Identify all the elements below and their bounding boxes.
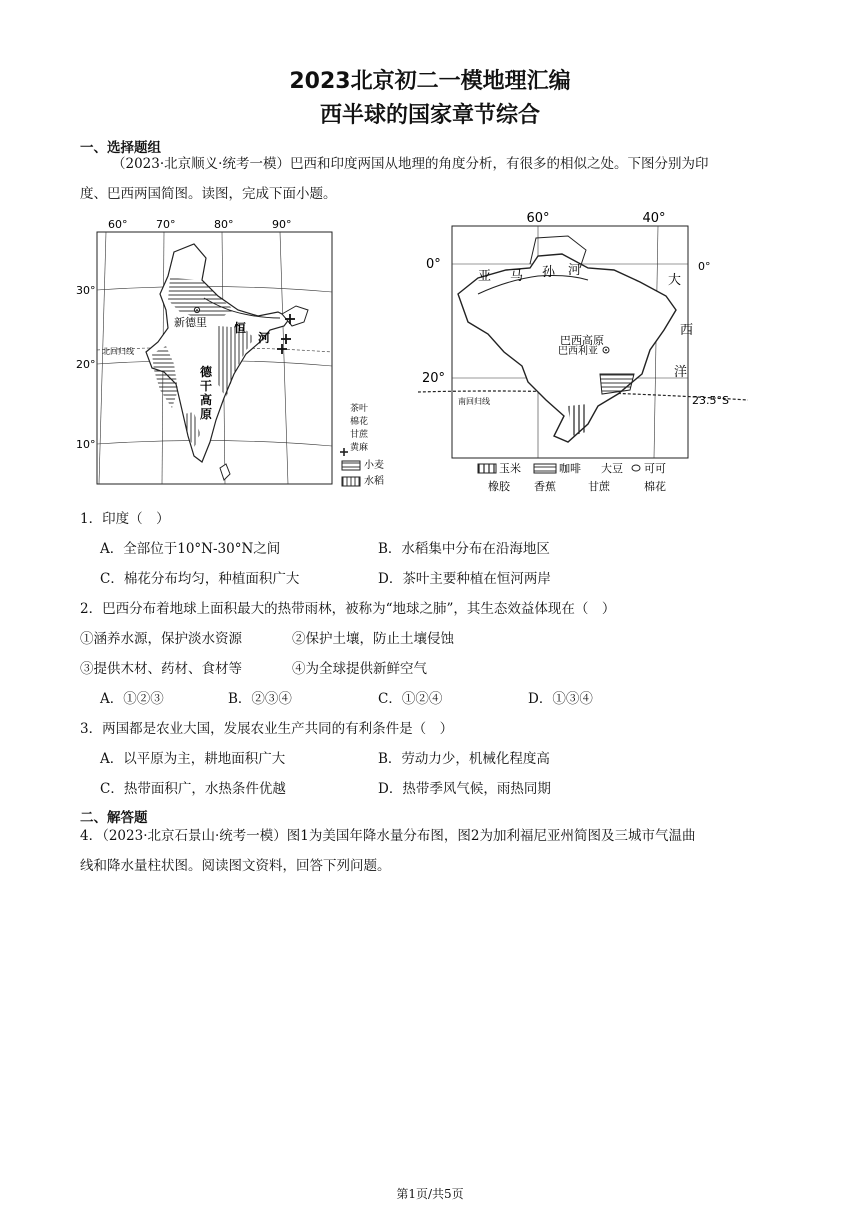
ocean-label-1: 大: [668, 273, 682, 288]
brazil-tropic-value: 23.5°S: [692, 394, 729, 407]
india-tropic-label: 北回归线: [102, 347, 134, 356]
q3-stem: 3．两国都是农业大国，发展农业生产共同的有利条件是（ ）: [80, 721, 454, 737]
svg-text:80°: 80°: [214, 218, 234, 231]
q3-option-d: D．热带季风气候，雨热同期: [378, 781, 551, 797]
svg-text:20°: 20°: [76, 358, 96, 371]
india-legend-sugarcane: 甘蔗: [350, 430, 369, 440]
brazil-legend-rubber: 橡胶: [488, 480, 510, 493]
amazon-label-2: 马: [510, 269, 524, 284]
q1-option-c: C．棉花分布均匀，种植面积广大: [100, 571, 300, 587]
q2-item-4: ④为全球提供新鲜空气: [292, 661, 427, 677]
q1-option-d: D．茶叶主要种植在恒河两岸: [378, 571, 551, 587]
q1-option-a: A．全部位于10°N-30°N之间: [100, 541, 281, 557]
brazil-map: [418, 210, 748, 496]
india-legend-rice: 水稻: [364, 476, 384, 487]
brazil-capital-label: 巴西利亚: [558, 346, 598, 357]
amazon-label-4: 河: [568, 263, 582, 278]
india-capital-label: 新德里: [174, 316, 207, 329]
brazil-legend-corn: 玉米: [499, 462, 521, 475]
brazil-legend-soybean: 大豆: [601, 462, 623, 475]
section-heading-answer: 二、解答题: [80, 810, 148, 826]
deccan-label-3: 高: [200, 393, 213, 407]
svg-text:70°: 70°: [156, 218, 176, 231]
brazil-legend-banana: 香蕉: [534, 480, 556, 493]
page-subtitle: 西半球的国家章节综合: [319, 103, 540, 128]
q2-item-2: ②保护土壤，防止土壤侵蚀: [292, 631, 454, 647]
intro-line-2: 度、巴西两国简图。读图，完成下面小题。: [80, 186, 337, 202]
q3-option-b: B．劳动力少，机械化程度高: [378, 751, 550, 767]
svg-text:60°: 60°: [108, 218, 128, 231]
amazon-label-3: 孙: [542, 265, 556, 280]
brazil-legend-cocoa: 可可: [644, 462, 666, 475]
brazil-legend-cotton: 棉花: [644, 480, 666, 493]
india-map: [76, 214, 394, 494]
svg-text:60°: 60°: [526, 211, 550, 226]
deccan-label-1: 德: [200, 365, 213, 379]
svg-text:40°: 40°: [642, 211, 666, 226]
intro-line-1: （2023·北京顺义·统考一模）巴西和印度两国从地理的角度分析，有很多的相似之处。下图分别为印: [112, 156, 709, 172]
q2-option-b: B．②③④: [228, 691, 292, 707]
india-legend-jute: 黄麻: [350, 443, 369, 453]
q2-option-d: D．①③④: [528, 691, 593, 707]
q1-stem: 1．印度（ ）: [80, 511, 170, 527]
page-footer: 第1页/共5页: [396, 1187, 464, 1201]
q2-option-c: C．①②④: [378, 691, 443, 707]
section-heading-choice: 一、选择题组: [80, 140, 161, 156]
brazil-legend-sugarcane: 甘蔗: [588, 480, 610, 493]
q1-option-b: B．水稻集中分布在沿海地区: [378, 541, 550, 557]
q2-item-3: ③提供木材、药材、食材等: [80, 661, 242, 677]
svg-text:30°: 30°: [76, 284, 96, 297]
india-legend-wheat: 小麦: [364, 460, 384, 471]
svg-text:0°: 0°: [426, 257, 441, 272]
q4-line-1: 4．（2023·北京石景山·统考一模）图1为美国年降水量分布图，图2为加利福尼亚州简图及三城市气温曲: [80, 828, 696, 844]
ganges-label-1: 恒: [234, 321, 247, 335]
deccan-label-4: 原: [200, 407, 213, 421]
q2-stem: 2．巴西分布着地球上面积最大的热带雨林，被称为“地球之肺”，其生态效益体现在（ ）: [80, 601, 616, 617]
svg-text:90°: 90°: [272, 218, 292, 231]
india-legend-cotton: 棉花: [350, 417, 369, 427]
brazil-plateau-label: 巴西高原: [560, 334, 604, 347]
q3-option-c: C．热带面积广，水热条件优越: [100, 781, 286, 797]
svg-text:20°: 20°: [422, 371, 446, 386]
q3-option-a: A．以平原为主，耕地面积广大: [100, 751, 286, 767]
amazon-label-1: 亚: [478, 269, 492, 284]
brazil-tropic-label: 南回归线: [458, 397, 490, 406]
deccan-label-2: 干: [200, 379, 213, 393]
brazil-equator-right: 0°: [698, 260, 711, 273]
q2-item-1: ①涵养水源，保护淡水资源: [80, 631, 242, 647]
q4-line-2: 线和降水量柱状图。阅读图文资料，回答下列问题。: [80, 858, 391, 874]
ocean-label-3: 洋: [674, 365, 688, 380]
india-legend-tea: 茶叶: [350, 404, 369, 414]
svg-text:10°: 10°: [76, 438, 96, 451]
brazil-legend-coffee: 咖啡: [559, 462, 581, 475]
ganges-label-2: 河: [258, 331, 271, 345]
page-title: 2023北京初二一模地理汇编: [289, 69, 571, 94]
ocean-label-2: 西: [680, 323, 694, 338]
q2-option-a: A．①②③: [100, 691, 164, 707]
